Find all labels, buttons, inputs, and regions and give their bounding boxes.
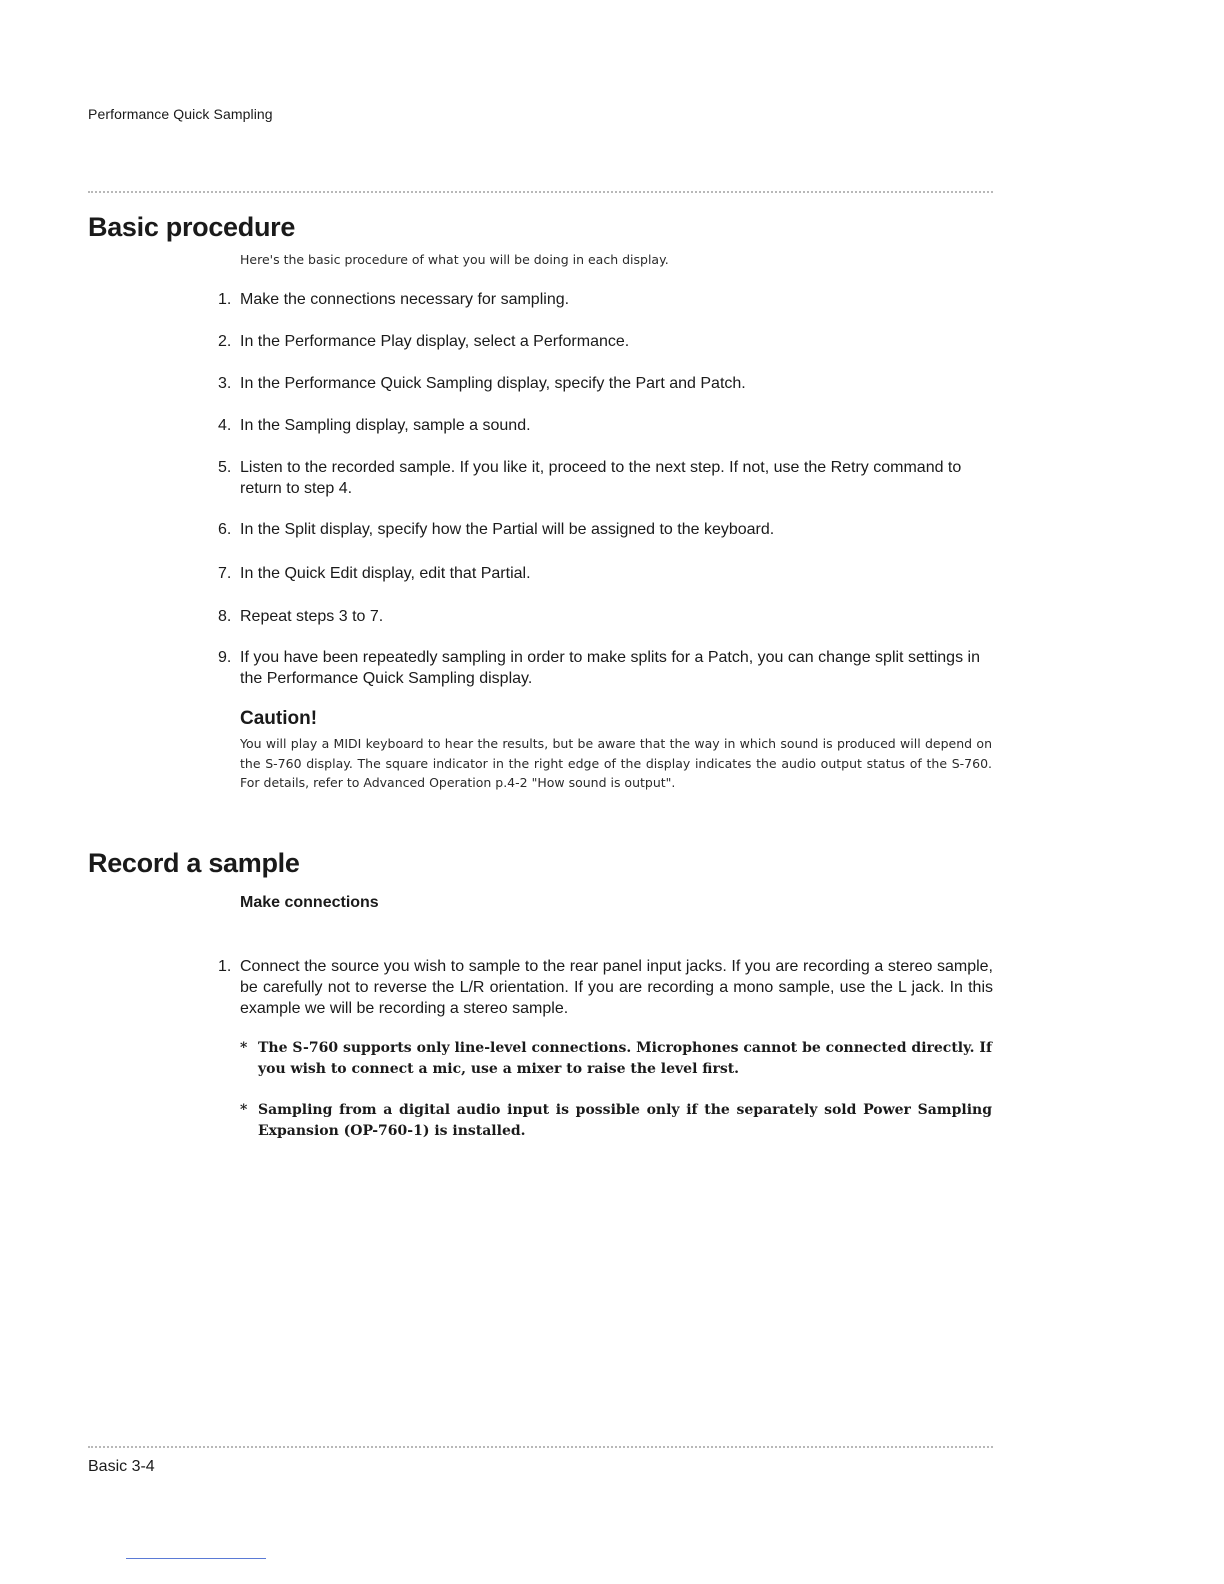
step-number: 4. bbox=[218, 417, 232, 434]
step-text: In the Quick Edit display, edit that Partial. bbox=[240, 565, 531, 582]
footer-blue-rule bbox=[126, 1558, 266, 1559]
list-item bbox=[218, 457, 993, 499]
running-header: Performance Quick Sampling bbox=[88, 106, 273, 122]
step-number: 7. bbox=[218, 565, 232, 582]
list-item bbox=[218, 415, 993, 436]
note-item bbox=[240, 1100, 992, 1142]
section-title-record-a-sample: Record a sample bbox=[88, 848, 300, 878]
step-text: Make the connections necessary for sampling. bbox=[240, 291, 570, 308]
caution-title: Caution! bbox=[240, 708, 318, 729]
step-number: 8. bbox=[218, 608, 232, 625]
top-divider bbox=[88, 191, 993, 193]
list-item bbox=[218, 606, 993, 627]
step-text: If you have been repeatedly sampling in order to make splits for a Patch, you can change split settings in the Performance Quick Sampling display. bbox=[240, 649, 980, 687]
step-number: 3. bbox=[218, 375, 232, 392]
step-number: 1. bbox=[218, 291, 232, 308]
step-text: In the Split display, specify how the Partial will be assigned to the keyboard. bbox=[240, 521, 775, 538]
step-number: 2. bbox=[218, 333, 232, 350]
page-number: Basic 3-4 bbox=[88, 1458, 155, 1475]
section-title-basic-procedure: Basic procedure bbox=[88, 212, 296, 242]
step-number: 5. bbox=[218, 459, 232, 476]
intro-text: Here's the basic procedure of what you will be doing in each display. bbox=[240, 252, 669, 267]
caution-body: You will play a MIDI keyboard to hear the results, but be aware that the way in which sound is produced will depend on the S-760 display. The square indicator in the right edge of the display indicates the audio output status of the S-760. For details, refer to Advanced Operation p.4-2 "How sound is output". bbox=[240, 736, 992, 790]
step-number: 1. bbox=[218, 958, 232, 975]
step-number: 6. bbox=[218, 521, 232, 538]
step-text: Repeat steps 3 to 7. bbox=[240, 608, 384, 625]
note-text: Sampling from a digital audio input is possible only if the separately sold Power Sampling Expansion (OP-760-1) is installed. bbox=[258, 1102, 992, 1139]
list-item bbox=[218, 647, 993, 689]
note-text: The S-760 supports only line-level connections. Microphones cannot be connected directly. If you wish to connect a mic, use a mixer to raise the level first. bbox=[258, 1040, 992, 1077]
list-item bbox=[218, 563, 993, 584]
list-item bbox=[218, 331, 993, 352]
subhead-make-connections: Make connections bbox=[240, 894, 379, 911]
step-number: 9. bbox=[218, 649, 232, 666]
step-text: In the Performance Play display, select a Performance. bbox=[240, 333, 630, 350]
list-item bbox=[218, 519, 993, 540]
note-bullet: * bbox=[240, 1040, 248, 1056]
note-item bbox=[240, 1038, 992, 1080]
list-item bbox=[218, 289, 993, 310]
step-text: In the Sampling display, sample a sound. bbox=[240, 417, 531, 434]
bottom-divider bbox=[88, 1446, 993, 1448]
note-bullet: * bbox=[240, 1102, 248, 1118]
step-text: Connect the source you wish to sample to the rear panel input jacks. If you are recording a stereo sample, be carefully not to reverse the L/R orientation. If you are recording a mono sample, use the L jack. In this example we will be recording a stereo sample. bbox=[240, 958, 993, 1017]
step-text: In the Performance Quick Sampling display, specify the Part and Patch. bbox=[240, 375, 746, 392]
list-item bbox=[218, 956, 993, 1019]
step-text: Listen to the recorded sample. If you like it, proceed to the next step. If not, use the Retry command to return to step 4. bbox=[240, 459, 962, 497]
list-item bbox=[218, 373, 993, 394]
